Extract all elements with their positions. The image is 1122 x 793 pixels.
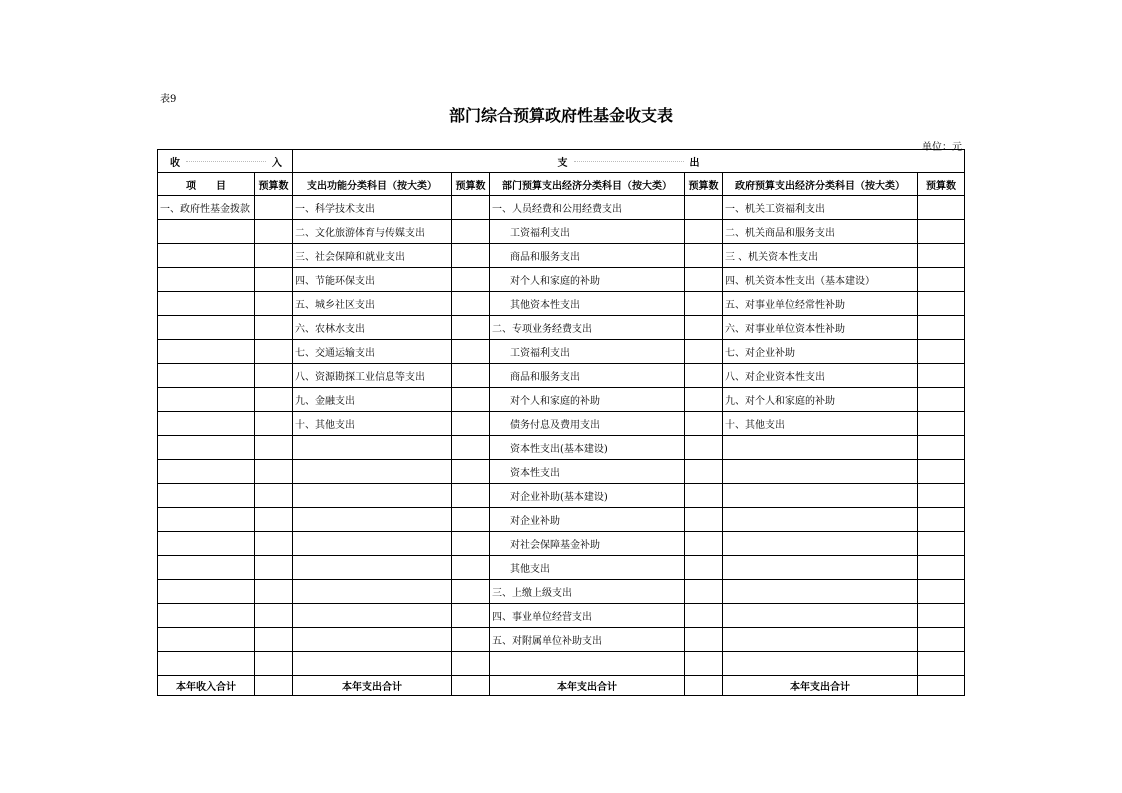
gov-econ-cell — [723, 580, 918, 604]
income-label-right: 入 — [272, 157, 282, 169]
table-row — [158, 652, 965, 676]
income-cell — [158, 532, 255, 556]
income-budget-cell — [255, 196, 293, 220]
income-cell — [158, 580, 255, 604]
gov-econ-cell: 二、机关商品和服务支出 — [723, 220, 918, 244]
table-row — [158, 196, 965, 220]
page-title: 部门综合预算政府性基金收支表 — [448, 106, 673, 125]
total-income-value — [255, 676, 293, 696]
gov-econ-cell: 六、对事业单位资本性补助 — [723, 316, 918, 340]
table-row — [158, 316, 965, 340]
func-budget-cell — [452, 508, 490, 532]
func-class-cell — [293, 556, 452, 580]
dept-econ-cell: 资本性支出(基本建设) — [490, 436, 685, 460]
dept-econ-cell: 五、对附属单位补助支出 — [490, 628, 685, 652]
dept-budget-cell — [685, 508, 723, 532]
income-budget-cell — [255, 556, 293, 580]
func-budget-cell — [452, 292, 490, 316]
dept-budget-cell — [685, 556, 723, 580]
gov-budget-cell — [918, 244, 965, 268]
total-gov-label: 本年支出合计 — [723, 676, 918, 696]
dept-budget-cell — [685, 220, 723, 244]
income-cell — [158, 604, 255, 628]
table-row — [158, 484, 965, 508]
income-budget-cell — [255, 388, 293, 412]
income-cell: 一、政府性基金拨款 — [158, 196, 255, 220]
gov-econ-cell — [723, 532, 918, 556]
dept-budget-cell — [685, 340, 723, 364]
income-cell — [158, 412, 255, 436]
dept-econ-cell: 其他支出 — [490, 556, 685, 580]
dept-econ-cell: 工资福利支出 — [490, 220, 685, 244]
func-budget-cell — [452, 316, 490, 340]
func-budget-cell — [452, 484, 490, 508]
income-budget-cell — [255, 508, 293, 532]
dept-econ-cell — [490, 652, 685, 676]
func-class-cell: 九、金融支出 — [293, 388, 452, 412]
gov-budget-cell — [918, 364, 965, 388]
func-budget-cell — [452, 268, 490, 292]
income-cell — [158, 292, 255, 316]
dept-econ-cell: 债务付息及费用支出 — [490, 412, 685, 436]
gov-budget-cell — [918, 340, 965, 364]
func-budget-cell — [452, 412, 490, 436]
income-budget-cell — [255, 292, 293, 316]
table-number: 表9 — [160, 94, 177, 105]
total-row — [158, 676, 965, 696]
func-class-cell: 六、农林水支出 — [293, 316, 452, 340]
income-budget-cell — [255, 268, 293, 292]
gov-econ-cell: 三 、机关资本性支出 — [723, 244, 918, 268]
income-budget-cell — [255, 532, 293, 556]
table-row — [158, 220, 965, 244]
dept-econ-cell: 商品和服务支出 — [490, 364, 685, 388]
dept-budget-cell — [685, 604, 723, 628]
column-header-row — [158, 173, 965, 196]
gov-econ-cell — [723, 460, 918, 484]
table-row — [158, 628, 965, 652]
dept-econ-cell: 一、人员经费和公用经费支出 — [490, 196, 685, 220]
income-cell — [158, 388, 255, 412]
table-row — [158, 340, 965, 364]
dept-budget-cell — [685, 484, 723, 508]
func-budget-cell — [452, 652, 490, 676]
func-class-cell: 五、城乡社区支出 — [293, 292, 452, 316]
total-income-label: 本年收入合计 — [158, 676, 255, 696]
income-cell — [158, 436, 255, 460]
col-header-budget: 预算数 — [685, 173, 723, 196]
gov-budget-cell — [918, 292, 965, 316]
dept-budget-cell — [685, 460, 723, 484]
table-row — [158, 556, 965, 580]
gov-budget-cell — [918, 196, 965, 220]
func-class-cell — [293, 508, 452, 532]
expense-label-left: 支 — [557, 157, 568, 169]
table-row — [158, 244, 965, 268]
gov-econ-cell: 十、其他支出 — [723, 412, 918, 436]
dept-econ-cell: 其他资本性支出 — [490, 292, 685, 316]
func-class-cell — [293, 436, 452, 460]
gov-budget-cell — [918, 436, 965, 460]
income-cell — [158, 364, 255, 388]
func-class-cell: 八、资源勘探工业信息等支出 — [293, 364, 452, 388]
dept-econ-cell: 四、事业单位经营支出 — [490, 604, 685, 628]
func-budget-cell — [452, 604, 490, 628]
gov-econ-cell: 一、机关工资福利支出 — [723, 196, 918, 220]
func-class-cell: 七、交通运输支出 — [293, 340, 452, 364]
col-header-budget: 预算数 — [452, 173, 490, 196]
gov-budget-cell — [918, 316, 965, 340]
gov-budget-cell — [918, 388, 965, 412]
func-budget-cell — [452, 532, 490, 556]
income-cell — [158, 628, 255, 652]
dept-budget-cell — [685, 436, 723, 460]
dept-budget-cell — [685, 268, 723, 292]
income-budget-cell — [255, 340, 293, 364]
col-header-func-class: 支出功能分类科目（按大类） — [293, 173, 452, 196]
func-budget-cell — [452, 388, 490, 412]
dept-econ-cell: 工资福利支出 — [490, 340, 685, 364]
dept-budget-cell — [685, 532, 723, 556]
gov-econ-cell: 四、机关资本性支出（基本建设） — [723, 268, 918, 292]
total-dept-label: 本年支出合计 — [490, 676, 685, 696]
income-budget-cell — [255, 412, 293, 436]
income-budget-cell — [255, 652, 293, 676]
dept-budget-cell — [685, 388, 723, 412]
income-budget-cell — [255, 604, 293, 628]
table-row — [158, 268, 965, 292]
table-row — [158, 580, 965, 604]
gov-econ-cell — [723, 652, 918, 676]
income-budget-cell — [255, 460, 293, 484]
func-class-cell — [293, 628, 452, 652]
section-header-row — [158, 150, 965, 173]
table-row — [158, 388, 965, 412]
col-header-item: 项 目 — [158, 173, 255, 196]
col-header-dept-econ: 部门预算支出经济分类科目（按大类） — [490, 173, 685, 196]
dept-econ-cell: 二、专项业务经费支出 — [490, 316, 685, 340]
table-row — [158, 364, 965, 388]
dept-budget-cell — [685, 292, 723, 316]
budget-table — [157, 149, 965, 696]
income-budget-cell — [255, 244, 293, 268]
dept-budget-cell — [685, 244, 723, 268]
dept-econ-cell: 对企业补助 — [490, 508, 685, 532]
total-dept-value — [685, 676, 723, 696]
gov-econ-cell: 五、对事业单位经常性补助 — [723, 292, 918, 316]
gov-econ-cell — [723, 508, 918, 532]
total-func-value — [452, 676, 490, 696]
func-budget-cell — [452, 436, 490, 460]
dept-econ-cell: 资本性支出 — [490, 460, 685, 484]
table-row — [158, 412, 965, 436]
dept-econ-cell: 对个人和家庭的补助 — [490, 388, 685, 412]
col-header-gov-econ: 政府预算支出经济分类科目（按大类） — [723, 173, 918, 196]
dept-budget-cell — [685, 364, 723, 388]
expense-section-header — [293, 150, 965, 173]
total-func-label: 本年支出合计 — [293, 676, 452, 696]
gov-budget-cell — [918, 556, 965, 580]
income-cell — [158, 484, 255, 508]
dept-econ-cell: 商品和服务支出 — [490, 244, 685, 268]
func-class-cell — [293, 580, 452, 604]
gov-budget-cell — [918, 628, 965, 652]
dept-econ-cell: 三、上缴上级支出 — [490, 580, 685, 604]
income-cell — [158, 316, 255, 340]
table-row — [158, 604, 965, 628]
gov-budget-cell — [918, 220, 965, 244]
col-header-budget: 预算数 — [255, 173, 293, 196]
gov-econ-cell: 八、对企业资本性支出 — [723, 364, 918, 388]
dept-budget-cell — [685, 196, 723, 220]
func-budget-cell — [452, 196, 490, 220]
gov-budget-cell — [918, 412, 965, 436]
func-budget-cell — [452, 364, 490, 388]
func-class-cell: 一、科学技术支出 — [293, 196, 452, 220]
func-budget-cell — [452, 556, 490, 580]
func-class-cell — [293, 604, 452, 628]
gov-budget-cell — [918, 652, 965, 676]
gov-econ-cell — [723, 604, 918, 628]
income-budget-cell — [255, 628, 293, 652]
income-cell — [158, 556, 255, 580]
func-class-cell — [293, 652, 452, 676]
func-budget-cell — [452, 460, 490, 484]
col-header-budget: 预算数 — [918, 173, 965, 196]
func-budget-cell — [452, 628, 490, 652]
dept-econ-cell: 对企业补助(基本建设) — [490, 484, 685, 508]
gov-budget-cell — [918, 580, 965, 604]
dept-econ-cell: 对个人和家庭的补助 — [490, 268, 685, 292]
table-row — [158, 508, 965, 532]
table-row — [158, 292, 965, 316]
dept-budget-cell — [685, 412, 723, 436]
gov-budget-cell — [918, 484, 965, 508]
income-label-left: 收 — [170, 157, 180, 169]
income-budget-cell — [255, 484, 293, 508]
gov-econ-cell: 七、对企业补助 — [723, 340, 918, 364]
income-section-header — [158, 150, 293, 173]
gov-econ-cell — [723, 436, 918, 460]
expense-label-right: 出 — [689, 157, 700, 169]
gov-econ-cell — [723, 484, 918, 508]
income-budget-cell — [255, 580, 293, 604]
dept-budget-cell — [685, 580, 723, 604]
income-budget-cell — [255, 316, 293, 340]
func-budget-cell — [452, 580, 490, 604]
gov-budget-cell — [918, 604, 965, 628]
income-cell — [158, 508, 255, 532]
gov-econ-cell — [723, 556, 918, 580]
gov-budget-cell — [918, 508, 965, 532]
table-row — [158, 436, 965, 460]
income-cell — [158, 244, 255, 268]
table-row — [158, 460, 965, 484]
income-budget-cell — [255, 436, 293, 460]
income-cell — [158, 268, 255, 292]
func-class-cell — [293, 460, 452, 484]
func-class-cell: 十、其他支出 — [293, 412, 452, 436]
total-gov-value — [918, 676, 965, 696]
income-cell — [158, 460, 255, 484]
func-class-cell — [293, 532, 452, 556]
func-class-cell: 二、文化旅游体育与传媒支出 — [293, 220, 452, 244]
dept-budget-cell — [685, 652, 723, 676]
dept-budget-cell — [685, 316, 723, 340]
table-row — [158, 532, 965, 556]
gov-budget-cell — [918, 460, 965, 484]
gov-budget-cell — [918, 532, 965, 556]
income-cell — [158, 340, 255, 364]
func-budget-cell — [452, 340, 490, 364]
income-cell — [158, 220, 255, 244]
income-budget-cell — [255, 220, 293, 244]
func-class-cell: 四、节能环保支出 — [293, 268, 452, 292]
dept-budget-cell — [685, 628, 723, 652]
income-cell — [158, 652, 255, 676]
func-budget-cell — [452, 244, 490, 268]
func-budget-cell — [452, 220, 490, 244]
gov-econ-cell — [723, 628, 918, 652]
dept-econ-cell: 对社会保障基金补助 — [490, 532, 685, 556]
income-budget-cell — [255, 364, 293, 388]
gov-econ-cell: 九、对个人和家庭的补助 — [723, 388, 918, 412]
unit-label: 单位：元 — [922, 142, 962, 153]
gov-budget-cell — [918, 268, 965, 292]
func-class-cell: 三、社会保障和就业支出 — [293, 244, 452, 268]
func-class-cell — [293, 484, 452, 508]
